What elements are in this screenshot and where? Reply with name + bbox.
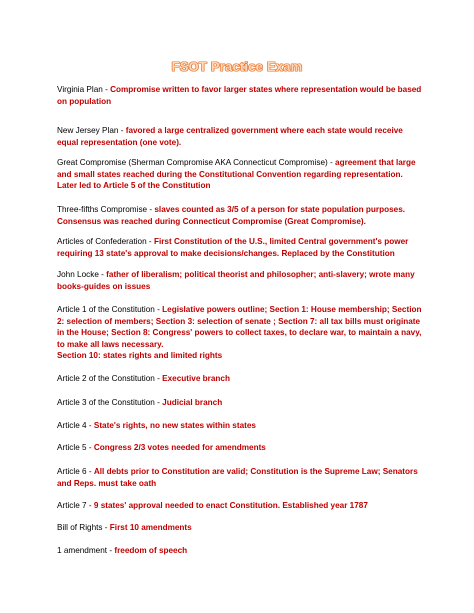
entry-term: Great Compromise (Sherman Compromise AKA Connecticut Compromise) xyxy=(57,158,328,167)
entry-term: Article 1 of the Constitution xyxy=(57,305,155,314)
entry-definition: Compromise written to favor larger states where representation would be based on population xyxy=(57,85,422,106)
entry-term: 1 amendment xyxy=(57,546,108,555)
entry-definition: All debts prior to Constitution are valid; Constitution is the Supreme Law; Senators and Reps. must take oath xyxy=(57,467,418,488)
entry-article-4: Article 4 - State's rights, no new states within states xyxy=(57,421,256,430)
entry-definition-continued: Section 10: states rights and limited rights xyxy=(57,351,223,360)
entry-definition: Congress 2/3 votes needed for amendments xyxy=(93,443,266,452)
entry-definition: father of liberalism; political theorist and philosopher; anti-slavery; wrote many books-guides on issues xyxy=(57,270,415,291)
entry-article-5: Article 5 - Congress 2/3 votes needed for amendments xyxy=(57,443,266,452)
entry-definition: freedom of speech xyxy=(114,546,188,555)
entry-articles-of-confederation: Articles of Confederation - First Constitution of the U.S., limited Central government's power requiring 13 state's approval to make decisions/changes. Replaced by the Constitution xyxy=(57,237,409,258)
entry-term: Bill of Rights xyxy=(57,523,103,532)
entry-three-fifths-compromise: Three-fifths Compromise - slaves counted as 3/5 of a person for state population purposes. Consensus was reached during Connecticut Compromise (Great Compromise). xyxy=(57,205,406,226)
entry-term: Articles of Confederation xyxy=(57,237,147,246)
entry-definition: Executive branch xyxy=(162,374,230,383)
page-title: FSOT Practice Exam xyxy=(171,59,303,74)
entry-new-jersey-plan: New Jersey Plan - favored a large centralized government where each state would receive equal representation (one vote). xyxy=(57,126,403,147)
entry-term: Article 7 xyxy=(57,501,87,510)
entry-definition: agreement that large and small states reached during the Constitutional Convention regarding representation. Later led to Article 5 of the Constitution xyxy=(57,158,416,190)
entry-term: Article 5 xyxy=(57,443,87,452)
entry-bill-of-rights: Bill of Rights - First 10 amendments xyxy=(57,523,192,532)
entry-term: New Jersey Plan xyxy=(57,126,119,135)
entry-definition: slaves counted as 3/5 of a person for state population purposes. Consensus was reached during Connecticut Compromise (Great Compromise). xyxy=(57,205,406,226)
entry-article-3: Article 3 of the Constitution - Judicial branch xyxy=(57,398,223,407)
entry-article-6: Article 6 - All debts prior to Constitution are valid; Constitution is the Supreme Law; Senators and Reps. must take oath xyxy=(57,467,418,488)
entry-virginia-plan: Virginia Plan - Compromise written to favor larger states where representation would be based on population xyxy=(57,85,422,106)
entry-definition: First Constitution of the U.S., limited Central government's power requiring 13 state's approval to make decisions/changes. Replaced by the Constitution xyxy=(57,237,409,258)
entry-first-amendment: 1 amendment - freedom of speech xyxy=(57,546,188,555)
entry-definition: Judicial branch xyxy=(162,398,223,407)
entry-term: Article 3 of the Constitution xyxy=(57,398,155,407)
entry-article-1: Article 1 of the Constitution - Legislative powers outline; Section 1: House membership; Section 2: selection of members; Section 3: selection of senate ; Section 7: all tax bills must originate in the House; Section 8: Congress' powers to collect taxes, to declare war, to maintain a navy, to make all laws necessary. Section 10: states rights and limited rights xyxy=(57,305,422,360)
entry-term: Article 2 of the Constitution xyxy=(57,374,155,383)
entry-great-compromise: Great Compromise (Sherman Compromise AKA Connecticut Compromise) - agreement that large and small states reached during the Constitutional Convention regarding representation. Later led to Article 5 of the Constitution xyxy=(57,158,416,190)
entry-term: Article 6 xyxy=(57,467,87,476)
entry-term: Article 4 xyxy=(57,421,87,430)
entry-john-locke: John Locke - father of liberalism; political theorist and philosopher; anti-slavery; wrote many books-guides on issues xyxy=(57,270,415,291)
entry-definition: 9 states' approval needed to enact Constitution. Established year 1787 xyxy=(93,501,368,510)
entry-article-7: Article 7 - 9 states' approval needed to enact Constitution. Established year 1787 xyxy=(57,501,368,510)
entry-term: Virginia Plan xyxy=(57,85,103,94)
entry-term: Three-fifths Compromise xyxy=(57,205,148,214)
entry-definition: State's rights, no new states within states xyxy=(93,421,256,430)
entry-definition: First 10 amendments xyxy=(109,523,192,532)
entry-article-2: Article 2 of the Constitution - Executive branch xyxy=(57,374,230,383)
entry-definition: favored a large centralized government where each state would receive equal representation (one vote). xyxy=(57,126,403,147)
entry-definition: Legislative powers outline; Section 1: House membership; Section 2: selection of members; Section 3: selection of senate ; Section 7: all tax bills must originate in the House; Section 8: Congress' powers to collect taxes, to declare war, to maintain a navy, to make all laws necessary. xyxy=(57,305,422,349)
entry-term: John Locke xyxy=(57,270,99,279)
